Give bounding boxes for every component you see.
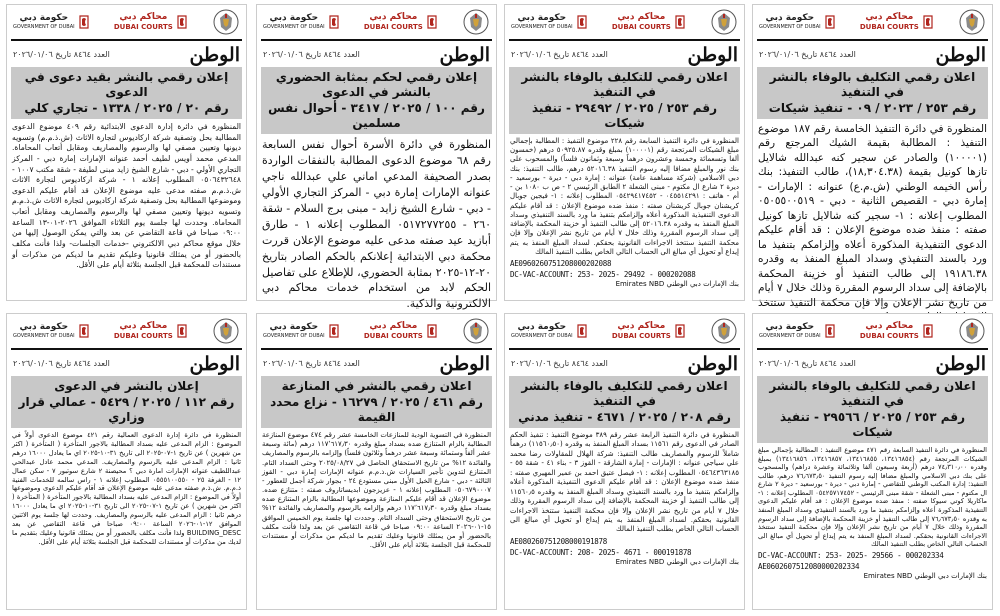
issue-info: العدد ٨٤٦٤ تاريخ ٢٠٢٦/٠١/٠٦ [759, 50, 856, 59]
notice-title: اعلان رقمي للتكليف بالوفاء بالنشر في التنفيذ [521, 70, 728, 99]
courts-name-ar: محاكم دبي [369, 12, 418, 22]
notice-body: المنظورة في التسوية الودية للمنازعات الخامسة عشر رقم ٤٧٤ موضوع المنازعة المطالبة بالزام المتنازع ضده بسداد مبلغ وقدره ١١٧٬٦١٧٫٣٠ درهم (مائة وسبعة عشر ألفاً وستمائة وسبعة عشر درهماً وثلاثون فلساً) وإلزامه بالرسوم والمصاريف والفائدة ١٢% من تاريخ الاستحقاق الحاصل في ٢٠٢٥/٠٨/٢٧ وحتى السداد التام. المتنازع لتدوين تأجير السيارات ش.ذ.م.م عنوانه الإمارات إمارة دبي - القوز الثالثة - دبي - شارع الخيل الأول مبنى مستودع ٢٤ - بجوار شركة أجمل للعطور - ٠٥٠٦٧٩٠٠٠٧ المطلوب إعلانه ١ - عزيزجون ابديساتاروف صفته : متنازع ضده. موضوع الإعلان قد أقام عليكم المنازعة وموضوعها المطالبة بالزام المتنازع ضده بسداد مبلغ وقدره ١١٧٬٦١٧٫٣٠ درهم وإلزامه بالرسوم والمصاريف والفائدة ١٢% من تاريخ الاستحقاق وحتى السداد التام. وحددت لها جلسة يوم الخميس الموافق ١٥-٠١-٢٠٢٦ الساعة ٠٩:٠٠ صباحا في قاعة التقاضي عن بعد ولذا فأنت مكلف بالحضور أو من يمثلك قانونيا وعليك تقديم ما لديكم من مذكرات أو مستندات للمحكمة قبل الجلسة بثلاثة أيام على الأقل. [262, 431, 492, 550]
newspaper-name: الوطن [439, 43, 490, 66]
dubai-courts-logo-icon [426, 15, 438, 29]
government-logo-icon [78, 15, 90, 29]
notice-header [7, 314, 246, 348]
notice-body: المنظورة في دائرة إدارة الدعوى العمالية رقم ٤٢١ موضوع الدعوى أولاً في الموضوع : الزام المدعى عليه بسداد المطالبة بالاجور المتأخرة ( المتأخرة ( اكثر من شهرين ) عن تاريخ ١-٠٧-٢٠٢٥ الى تاريخ ٣١-١٠-٢٠٢٥ اي ما يعادل ١٦٠٠٠ درهم ثانيا : الزام المدعى عليه بالرسوم والمصاريف. المدعي محمد عادل عبدالحي عبداللطيف عنوانه الإمارات امارة دبي ؟ محيصنة ٢ شارع سوتبور ٧ - سكن عمال ١٢ - الغرفة ٢٥ - ٠٥٥٥١٠٠٥٥٠ المطلوب إعلانه ١ - راس سالمه للخدمات الفنية ذ.م.م. ش.ذ.م صفته مدعى عليه موضوع الإعلان قد أقام عليكم الدعوى وموضوعها أولاً في الموضوع : الزام المدعى عليه بسداد المطالبة بالاجور المتأخرة ( المتأخرة ( اكثر من شهرين ) عن تاريخ ١-٠٧-٢٠٢٥ الى تاريخ ٣١-١٠-٢٠٢٥ اي ما يعادل ١٦٠٠٠ درهم ثانيا : الزام المدعى عليه بالرسوم والمصاريف. وحددت لها جلسة يوم الاثنين الموافق ١٢-٠١-٢٠٢٦ الساعة ٠٩:٠٠ صباحا في قاعة التقاضي عن بعد BUILDING_DESC ولذا فأنت مكلف بالحضور أو من يمثلك قانونيا وعليك بتقديم ما لديك من مذكرات أو مستندات للمحكمة قبل الجلسة بثلاثة أيام على الأقل. [12, 431, 241, 546]
notice-title-bar [261, 376, 492, 428]
notice-header [7, 5, 246, 39]
notice-title: اعلان رقمي التكليف بالوفاء بالنشر في التنفيذ [769, 70, 976, 99]
notice-title-bar [11, 376, 242, 428]
notice-title-bar [757, 67, 988, 119]
newspaper-name: الوطن [687, 43, 738, 66]
dubai-courts-logo-icon [176, 324, 188, 338]
notice-header [257, 5, 496, 39]
courts-name-en: DUBAI COURTS [611, 332, 671, 340]
govt-name-ar: حكومة دبي [19, 13, 69, 23]
govt-name-ar: حكومة دبي [269, 322, 319, 332]
government-logo-icon [576, 324, 588, 338]
notice-title: اعلان رقمي للتكليف بالوفاء بالنشر في التنفيذ [769, 379, 976, 408]
notice-title: إعلان بالنشر في الدعوى [54, 379, 199, 393]
bank-name: بنك الإمارات دبي الوطني Emirates NBD [615, 280, 739, 289]
notice-header [505, 5, 744, 39]
dubai-courts-logo-icon [922, 324, 934, 338]
notice-title-bar [757, 376, 988, 443]
courts-name-en: DUBAI COURTS [363, 23, 423, 31]
govt-name-en: GOVERNMENT OF DUBAI [13, 24, 75, 30]
notice-5 [752, 313, 993, 610]
notice-3 [256, 4, 497, 311]
courts-name-en: DUBAI COURTS [113, 23, 173, 31]
newspaper-name: الوطن [687, 352, 738, 375]
notice-8 [6, 313, 247, 610]
notice-title-bar [11, 67, 242, 119]
courts-name-ar: محاكم دبي [369, 321, 418, 331]
government-logo-icon [824, 324, 836, 338]
notice-header [753, 5, 992, 39]
case-number: رقم ٢٠٨ / ٢٠٢٥ / ٤٦٧١ - تنفيذ مدني [518, 410, 731, 424]
notice-title-bar [509, 67, 740, 134]
notice-body: المنظورة في دائرة الأسرة أحوال نفس السابعة رقم ٦٨ موضوع الدعوى المطالبة بالنفقات الواردة بصدر الصحيفة المدعي اماني علي عبدالله ناجي عنوانه الإمارات إمارة دبي - المركز التجاري الأولي - دبي - شارع الشيخ زايد - مبنى برج السلام - شقة ٢٦٠ - ٠٥١٧٢٧٧٢٥٥ المطلوب إعلانه ١ - طارق أبازيد عيد صفته مدعى عليه موضوع الإعلان قررت محكمة دبي الابتدائية إعلانكم بالحكم الصادر بتاريخ ٢٠-١٢-٢٠٢٥ بمثابة الحضوري، للإطلاع على تفاصيل الحكم لابد من استخدام خدمات محاكم دبي الالكترونية والذكية. [262, 138, 492, 311]
newspaper-name: الوطن [439, 352, 490, 375]
govt-name-ar: حكومة دبي [19, 322, 69, 332]
courts-name-ar: محاكم دبي [617, 12, 666, 22]
govt-name-en: GOVERNMENT OF DUBAI [511, 24, 573, 30]
notice-header [505, 314, 744, 348]
notice-title: اعلان رقمي بالنشر في المنازعة [281, 379, 472, 393]
emirate-crest-icon [958, 317, 986, 345]
notice-4 [6, 4, 247, 301]
issue-info: العدد ٨٤٦٤ تاريخ ٢٠٢٦/٠١/٠٦ [263, 359, 360, 368]
notice-header [257, 314, 496, 348]
newspaper-name: الوطن [935, 43, 986, 66]
emirate-crest-icon [710, 317, 738, 345]
govt-name-en: GOVERNMENT OF DUBAI [759, 24, 821, 30]
dubai-courts-logo-icon [176, 15, 188, 29]
govt-name-en: GOVERNMENT OF DUBAI [759, 333, 821, 339]
case-number: رقم ١٠٠ / ٢٠٢٥ / ٣٤١٧ - أحوال نفس مسلمين [268, 101, 485, 130]
case-number: رقم ٢٠ / ٢٠٢٥ / ١٣٣٨ - تجاري كلي [24, 101, 229, 115]
notice-body: المنظورة في دائرة التنفيذ الخامسة رقم ١٨٧ موضوع التنفيذ : المطالبة بقيمة الشيك المرجتع رقم (١٠٠٠٠١) والصادر عن سجير كنه عبدالله شالايل تازها كونيل بقيمة (١٨,٣٠٤.٣٨)، طالب التنفيذ: بنك رأس الخيمه الوطني (ش.م.ع) عنوانه : الإمارات - إمارة دبي - القصيص الثانية - دبي - ٠٥٠٥٥٠٠٥١٩ المطلوب إعلانه : ١- سجير كنه شالايل تازها كونيل صفته : منفذ ضده موضوع الإعلان : قد أقام عليكم الدعوى التنفيذية المذكورة أعلاه وإلزامكم بتنفيذ ما ورد بالسند التنفيذي وسداد المبلغ المنفذ به وقدره ١٩١٨٦.٣٨ إلى طالب التنفيذ أو خزينة المحكمة بالإضافة إلى سداد الرسوم المقررة وذلك خلال ٧ أيام من تاريخ نشر الإعلان وإلا فإن محكمة التنفيذ ستتخذ [758, 123, 988, 309]
government-logo-icon [328, 15, 340, 29]
govt-name-ar: حكومة دبي [517, 322, 567, 332]
emirate-crest-icon [212, 317, 240, 345]
courts-name-ar: محاكم دبي [617, 321, 666, 331]
notice-title: إعلان رقمي بالنشر بقيد دعوى في الدعوى [24, 70, 229, 99]
issue-info: العدد ٨٤٦٤ تاريخ ٢٠٢٦/٠١/٠٦ [759, 359, 856, 368]
emirate-crest-icon [462, 8, 490, 36]
iban: AE0960260751208000202088 [510, 259, 612, 269]
case-number: رقم ٢٥٣ / ٢٠٢٥ / ٢٩٥٦٦ - تنفيذ شيكات [780, 410, 965, 439]
govt-name-en: GOVERNMENT OF DUBAI [263, 333, 325, 339]
government-logo-icon [576, 15, 588, 29]
account-number: DC-VAC-ACCOUNT: 253- 2025- 29492 - 000202088 [510, 270, 696, 280]
issue-info: العدد ٨٤٦٤ تاريخ ٢٠٢٦/٠١/٠٦ [13, 50, 110, 59]
emirate-crest-icon [462, 317, 490, 345]
notice-title-bar [509, 376, 740, 428]
courts-name-en: DUBAI COURTS [113, 332, 173, 340]
iban: AE0602607512080000202334 [758, 561, 860, 571]
dubai-courts-logo-icon [674, 15, 686, 29]
emirate-crest-icon [958, 8, 986, 36]
case-number: رقم ٤٦١ / ٢٠٢٥ / ١٦٢٧٩ - نزاع محدد القيمة [270, 395, 483, 424]
issue-info: العدد ٨٤٦٤ تاريخ ٢٠٢٦/٠١/٠٦ [13, 359, 110, 368]
dubai-courts-logo-icon [674, 324, 686, 338]
issue-info: العدد ٨٤٦٤ تاريخ ٢٠٢٦/٠١/٠٦ [511, 359, 608, 368]
notice-title-bar [261, 67, 492, 134]
account-number: DC-VAC-ACCOUNT: 253- 2025- 29566 - 000202334 [758, 550, 944, 560]
notice-body: المنظورة في دائرة إدارة الدعوى الابتدائية رقم ٤٠٩ موضوع الدعوى المطالبة بحل وتصفية شركة اركاديوس لتجارة الاثاث (ش.ذ.م.م) وتسويه ديونها وتعيين مصفي لها والرسوم والمصاريف ومقابل أتعاب المحاماة. المدعي محمد أويس لطيف أحمد عنوانه الإمارات إمارة دبي - المركز التجاري الأولي - دبي - شارع الشيخ زايد مبنى لطيفة - شقة مكتب ١٠٠٧ - ٠٥٠٦٤٣٢٦٤٨ المطلوب إعلانه ١ - شركة اركاديوس لتجارة الاثاث ش.ذ.م.م صفته مدعى عليه موضوع الإعلان قد أقام عليكم الدعوى وموضوعها المطالبة بحل وتصفية شركة اركاديوس لتجارة الاثاث ش.ذ.م.م وتسويه ديونها وتعيين مصفي لها والرسوم والمصاريف ومقابل أتعاب المحاماة. وحددت لها جلسة يوم الثلاثاء الموافق ٢٠٢٦-٠١-١٣ الساعة ٠٩:٠٠ صباحا في قاعة التقاضي عن بعد والتي يمكن الوصول إليها من خلال موقع محاكم دبي الالكتروني -خدمات الجلسات- ولذا فأنت مكلف بالحضور أو من يمثلك قانونيا وعليكم تقديم ما لديكم من مذكرات أو مستندات للمحكمة قبل الجلسة بثلاثة أيام على الأقل. [12, 122, 241, 270]
notice-6 [504, 313, 745, 610]
newspaper-name: الوطن [189, 43, 240, 66]
govt-name-ar: حكومة دبي [269, 13, 319, 23]
notice-body: المنظورة في دائرة التنفيذ الرابعة عشر رقم ٣٨٩ موضوع التنفيذ : تنفيذ الحكم الصادر في الدعوى رقم ١١٥٦١ بسداد المبلغ المنفذ به وقدره (١١٥٦٠٫٥٠) درهماً شاملاً للرسوم والمصاريف طالب التنفيذ: شركة الهلال للمقاولات رضا محمد علي سياجي عنوانه : الإمارات - إمارة الشارقة - القوز ٣ - بناء ٤١ - شقة ٥٥ - ٠٥٤٦٤٣٦٣١٨٥ المطلوب إعلانه : ١- فيصل عتيق احمد بن عمير المهيري صفته : منفذ ضده موضوع الإعلان : قد أقام عليكم الدعوى التنفيذية المذكورة أعلاه وإلزامكم بتنفيذ ما ورد بالسند التنفيذي وسداد المبلغ المنفذ به وقدره ١١٥٦٠٫٥ إلى طالب التنفيذ أو خزينة المحكمة بالإضافة إلى سداد الرسوم المقررة وذلك خلال ٧ أيام من تاريخ نشر الإعلان وإلا فإن محكمة التنفيذ ستتخذ الاجراءات القانونية بحقكم. لسداد المبلغ المنفذ به يتم إيداع أو تحويل أي مبالغ الى الحساب التالي الخاص بطلب التنفيذ المالك [510, 431, 740, 534]
notice-body: المنظورة في دائرة التنفيذ السابعة رقم ٤٧١ موضوع التنفيذ : المطالبة بإجمالي مبلغ الشيكات المرتجعة رقم (١٣٤١٦٨٥٤، ١٣٤١٦٨٥٥، ١٣٤١٦٨٥٧، ١٣٤١٦٨٥٦) بمبلغ وقدره ٧٤٫٣١٠٫٠٠ درهم (أربعة وسبعون ألفا وثلاثمائة وعشرة دراهم) والمسحوب على بنك دبي الاسلامي والمبلغ مضافا إليه رسوم التنفيذ ٧٦٫٦٧٣٫٥٠ درهم، طالب التنفيذ: إدارة المكتب الوطني للتقاضي - إمارة دبي - ديرة - بورسعيد - ديرة ٢ شارع ال مكتوم - مبنى الشعلة - شقة مبنى الرئيسي - ٠٥٤٢٥٧١٧٤٥٢ المطلوب إعلانه : ١- ماكاريلا كوتي سيوكا صفته : منفذ ضده موضوع الإعلان : قد أقام عليكم الدعوى التنفيذية المذكورة أعلاه وإلزامكم بتنفيذ ما ورد بالسند التنفيذي وسداد المبلغ المنفذ به وقدره ٧٦٫٦٧٣٫٥٠ إلى طالب التنفيذ أو خزينة المحكمة بالإضافة إلى سداد الرسوم المقررة وذلك خلال ٧ أيام من تاريخ نشر الإعلان وإلا فإن محكمة التنفيذ ستتخذ الاجراءات القانونية بحقكم. لسداد المبلغ المنفذ به يتم إيداع أو تحويل أي مبالغ الى الحساب التالي الخاص بطلب التنفيذ المالك [758, 446, 988, 549]
govt-name-ar: حكومة دبي [765, 13, 815, 23]
govt-name-en: GOVERNMENT OF DUBAI [263, 24, 325, 30]
account-number: DC-VAC-ACCOUNT: 208- 2025- 4671 - 000191878 [510, 547, 692, 557]
bank-name: بنك الإمارات دبي الوطني Emirates NBD [615, 557, 739, 566]
courts-name-ar: محاكم دبي [865, 321, 914, 331]
emirate-crest-icon [710, 8, 738, 36]
courts-name-ar: محاكم دبي [865, 12, 914, 22]
notice-2 [504, 4, 745, 301]
govt-name-en: GOVERNMENT OF DUBAI [13, 333, 75, 339]
newspaper-name: الوطن [935, 352, 986, 375]
courts-name-ar: محاكم دبي [119, 12, 168, 22]
govt-name-en: GOVERNMENT OF DUBAI [511, 333, 573, 339]
courts-name-en: DUBAI COURTS [859, 332, 919, 340]
courts-name-en: DUBAI COURTS [611, 23, 671, 31]
govt-name-ar: حكومة دبي [517, 13, 567, 23]
courts-name-en: DUBAI COURTS [859, 23, 919, 31]
notice-1 [752, 4, 993, 309]
issue-info: العدد ٨٤٦٤ تاريخ ٢٠٢٦/٠١/٠٦ [263, 50, 360, 59]
government-logo-icon [78, 324, 90, 338]
notice-header [753, 314, 992, 348]
government-logo-icon [824, 15, 836, 29]
courts-name-en: DUBAI COURTS [363, 332, 423, 340]
government-logo-icon [328, 324, 340, 338]
govt-name-ar: حكومة دبي [765, 322, 815, 332]
case-number: رقم ١١٢ / ٢٠٢٥ / ٥٤٢٩ - عمالي قرار وزاري [18, 395, 235, 424]
iban: AE080260751208000191878 [510, 536, 607, 546]
notice-body: المنظورة في دائرة التنفيذ السابعة رقم ٢٢٨ موضوع التنفيذ : المطالبة بإجمالي مبلغ الشيكات المرتجعة رقم (١٠٠٠٠١) بمبلغ وقدره ٥٠٩٢٥.٨٧ درهم (خمسون ألفا وتسعمائة وخمسة وعشرون درهماً وسبعة وثمانون فلساً) والمسحوب على بنك نور والمبلغ مضافا إليه رسوم التنفيذ ٥٢٠١٦.٣٨ درهم، طالب التنفيذ: بنك دبي الاسلامي (شركة مساهمة عامة) عنوانه : إمارة دبي - ديرة - بورسعيد - ديرة ٢ شارع ال مكتوم - مبنى الشعلة ٢ الطابق الرئيسي ٢ - ص ب ١٠٨٠ بن - أم - هاتف : ٠٤٥٥١٤٢٩١ - ٠٥٤٢٩٤١٧٤٥٢ المطلوب إعلانه : ١- فيجين جوبال كريشنان جوبال كريشنان صفته : منفذ ضده موضوع الإعلان : قد أقام عليكم الدعوى التنفيذية المذكورة أعلاه وإلزامكم بتنفيذ ما ورد بالسند التنفيذي وسداد المبلغ المنفذ به وقدره ٥٢٠١٦.٣٨ إلى طالب التنفيذ أو خزينة المحكمة بالإضافة إلى سداد الرسوم المقررة وذلك خلال ٧ أيام من تاريخ نشر الإعلان وإلا فإن محكمة التنفيذ ستتخذ الاجراءات القانونية بحقكم. لسداد المبلغ المنفذ به يتم إيداع أو تحويل أي مبالغ الى الحساب التالي الخاص بطلب التنفيذ المالك [510, 137, 740, 256]
issue-info: العدد ٨٤٦٤ تاريخ ٢٠٢٦/٠١/٠٦ [511, 50, 608, 59]
dubai-courts-logo-icon [922, 15, 934, 29]
courts-name-ar: محاكم دبي [119, 321, 168, 331]
case-number: رقم ٢٥٣ / ٢٠٢٥ / ٢٩٤٩٢ - تنفيذ شيكات [532, 101, 717, 130]
notice-title: اعلان رقمي للتكليف بالوفاء بالنشر في التنفيذ [521, 379, 728, 408]
emirate-crest-icon [212, 8, 240, 36]
notice-title: إعلان رقمي لحكم بمثابة الحضوري بالنشر في الدعوى [275, 70, 478, 99]
dubai-courts-logo-icon [426, 324, 438, 338]
newspaper-name: الوطن [189, 352, 240, 375]
case-number: رقم ٢٥٣ / ٢٠٢٣ / ٠٩ - تنفيذ شيكات [768, 101, 977, 115]
bank-name: بنك الإمارات دبي الوطني Emirates NBD [863, 571, 987, 580]
notice-7 [256, 313, 497, 610]
